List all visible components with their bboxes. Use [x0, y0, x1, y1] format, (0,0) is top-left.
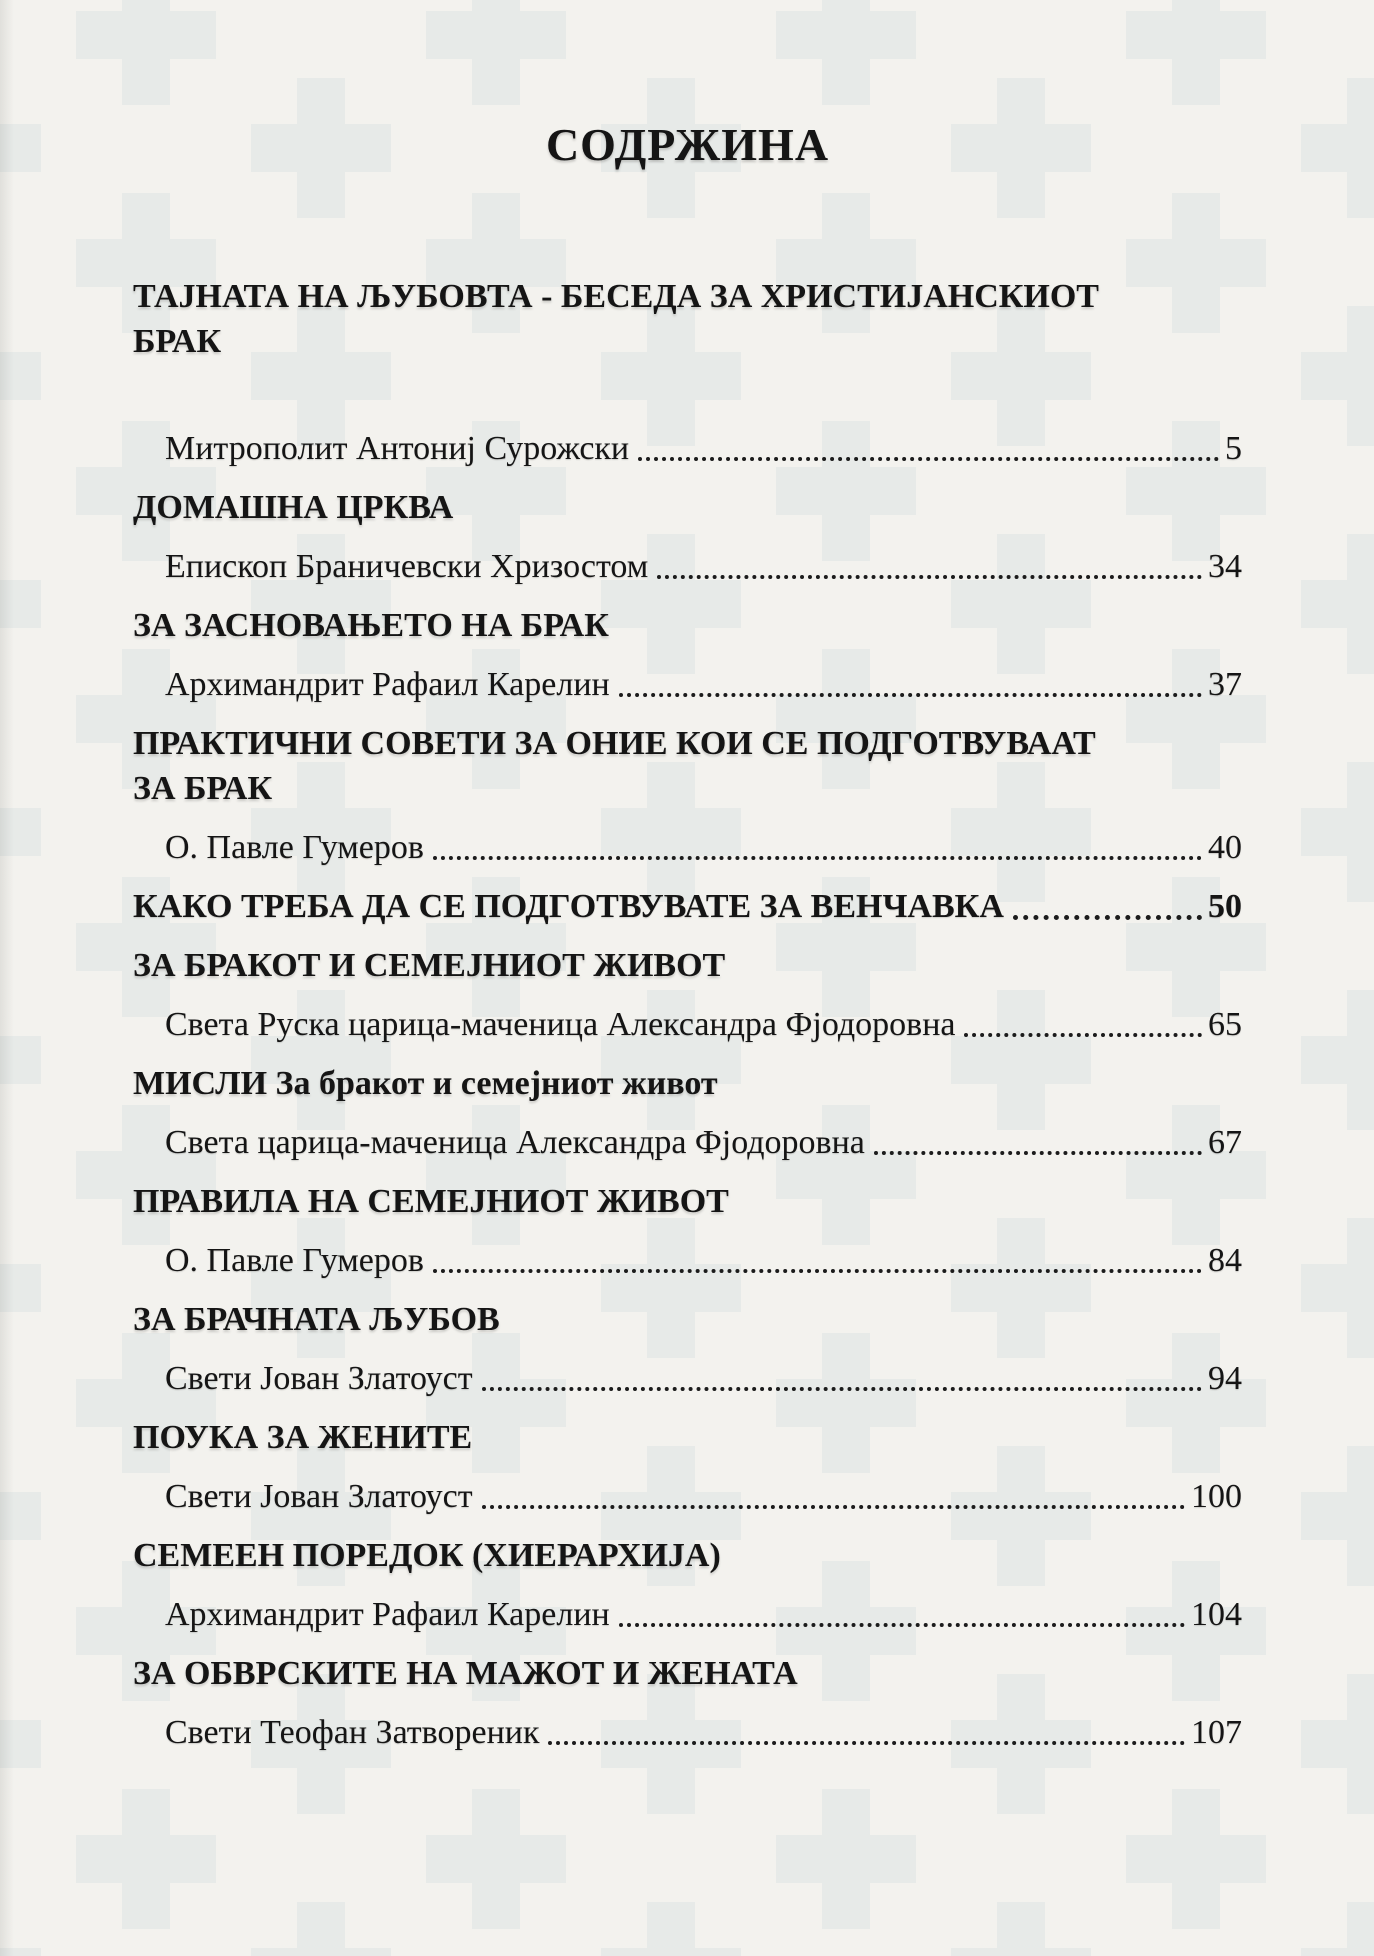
toc-heading-text: КАКО ТРЕБА ДА СЕ ПОДГОТВУВАТЕ ЗА ВЕНЧАВКА — [133, 888, 1004, 925]
toc-author-row — [133, 1002, 1242, 1047]
dot-leader — [548, 1741, 1185, 1745]
toc-heading-line: ПРАКТИЧНИ СОВЕТИ ЗА ОНИЕ КОИ СЕ ПОДГОТВУВААТ — [133, 725, 1096, 762]
dot-leader — [619, 1623, 1185, 1627]
dot-leader — [657, 575, 1202, 579]
dot-leader — [482, 1387, 1202, 1391]
toc-heading-page-row — [133, 884, 1242, 929]
dot-leader — [482, 1505, 1185, 1509]
toc-author-row — [133, 1592, 1242, 1637]
toc-author-row — [133, 1120, 1242, 1165]
toc-heading-line: ДОМАШНА ЦРКВА — [133, 489, 454, 526]
toc-heading — [133, 1533, 1242, 1578]
dot-leader — [638, 457, 1219, 461]
toc-heading — [133, 1179, 1242, 1224]
toc-page-number: 104 — [1191, 1596, 1242, 1633]
toc-heading — [133, 721, 1242, 811]
toc-heading-line: ЗА ЗАСНОВАЊЕТО НА БРАК — [133, 607, 609, 644]
toc-author-name: Свети Јован Златоуст — [165, 1360, 473, 1397]
toc-heading-line: ПРАВИЛА НА СЕМЕЈНИОТ ЖИВОТ — [133, 1183, 729, 1220]
dot-leader — [1013, 915, 1202, 920]
toc-author-name: Митрополит Антониј Сурожски — [165, 430, 630, 467]
toc-page-number: 94 — [1208, 1360, 1242, 1397]
toc-page-number: 37 — [1208, 666, 1242, 703]
toc-author-row — [133, 1238, 1242, 1283]
toc-page-number: 67 — [1208, 1124, 1242, 1161]
dot-leader — [433, 856, 1202, 860]
dot-leader — [964, 1033, 1202, 1037]
toc-author-name: О. Павле Гумеров — [165, 829, 424, 866]
toc-author-name: Архимандрит Рафаил Карелин — [165, 666, 610, 703]
toc-author-name: Архимандрит Рафаил Карелин — [165, 1596, 610, 1633]
toc-heading — [133, 1651, 1242, 1696]
toc-author-row — [133, 426, 1242, 471]
toc-page-number: 100 — [1191, 1478, 1242, 1515]
toc-author-name: Света царица-маченица Александра Фјодоровна — [165, 1124, 865, 1161]
dot-leader — [433, 1269, 1202, 1273]
toc-author-name: Свети Теофан Затвореник — [165, 1714, 540, 1751]
toc-author-row — [133, 1474, 1242, 1519]
toc-author-name: Света Руска царица-маченица Александра Фјодоровна — [165, 1006, 956, 1043]
page-title: СОДРЖИНА — [545, 119, 830, 170]
toc-author-name: Епископ Браничевски Хризостом — [165, 548, 649, 585]
toc-author-name: Свети Јован Златоуст — [165, 1478, 473, 1515]
toc-heading-line: ТАЈНАТА НА ЉУБОВТА - БЕСЕДА ЗА ХРИСТИЈАНСКИОТ — [133, 278, 1099, 315]
toc-author-row — [133, 544, 1242, 589]
toc-author-row — [133, 662, 1242, 707]
toc-page-number: 107 — [1191, 1714, 1242, 1751]
toc-heading-line: ПОУКА ЗА ЖЕНИТЕ — [133, 1419, 473, 1456]
toc-heading-line: ЗА БРАКОТ И СЕМЕЈНИОТ ЖИВОТ — [133, 947, 726, 984]
toc-heading-line: ЗА ОБВРСКИТЕ НА МАЖОТ И ЖЕНАТА — [133, 1655, 798, 1692]
toc-heading — [133, 485, 1242, 530]
toc-list — [133, 274, 1242, 1755]
toc-heading — [133, 1061, 1242, 1106]
toc-heading — [133, 943, 1242, 988]
toc-heading — [133, 1297, 1242, 1342]
toc-heading — [133, 274, 1242, 364]
toc-heading-line: ЗА БРАЧНАТА ЉУБОВ — [133, 1301, 500, 1338]
toc-page-number: 84 — [1208, 1242, 1242, 1279]
toc-page-number: 65 — [1208, 1006, 1242, 1043]
toc-heading-line: СЕМЕЕН ПОРЕДОК (ХИЕРАРХИЈА) — [133, 1537, 721, 1574]
toc-heading-line: БРАК — [133, 323, 222, 360]
toc-heading-line: ЗА БРАК — [133, 770, 273, 807]
toc-author-row — [133, 825, 1242, 870]
toc-heading — [133, 1415, 1242, 1460]
toc-author-row — [133, 1710, 1242, 1755]
toc-heading-line: МИСЛИ За бракот и семејниот живот — [133, 1065, 718, 1102]
toc-author-row — [133, 1356, 1242, 1401]
toc-heading — [133, 603, 1242, 648]
dot-leader — [874, 1151, 1202, 1155]
toc-page-number: 34 — [1208, 548, 1242, 585]
toc-page-number: 5 — [1225, 430, 1242, 467]
dot-leader — [619, 693, 1202, 697]
toc-page-number: 50 — [1208, 888, 1242, 925]
toc-page-number: 40 — [1208, 829, 1242, 866]
toc-author-name: О. Павле Гумеров — [165, 1242, 424, 1279]
